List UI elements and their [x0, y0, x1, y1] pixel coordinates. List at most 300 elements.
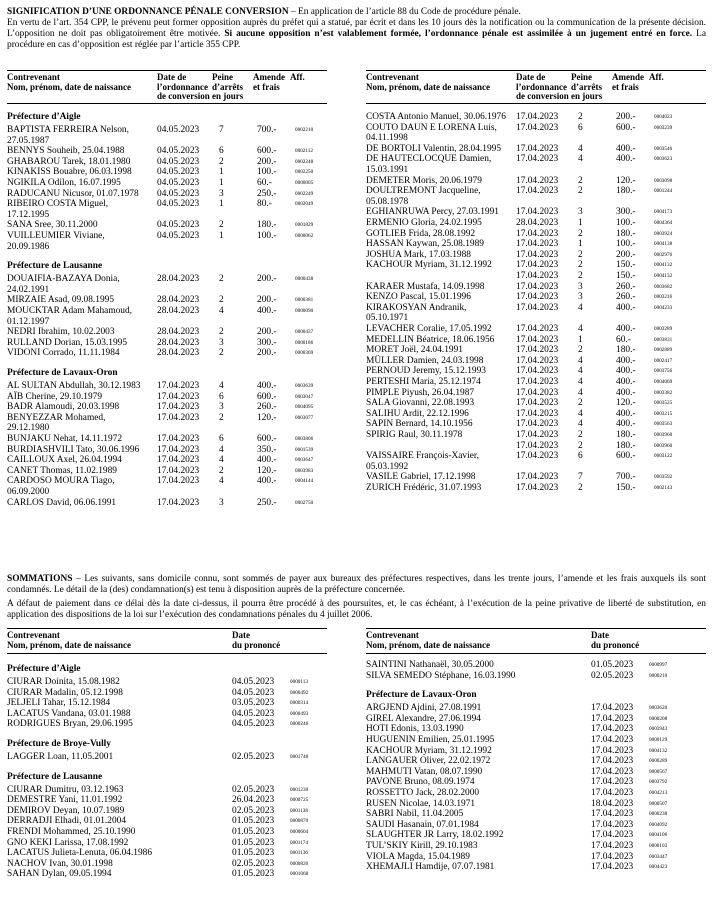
section1-para-c: La procédure en cas d’opposition est réglée par l’article 355 CPP.: [7, 29, 706, 50]
date-prononce: 02.05.2023: [232, 752, 275, 762]
affaire-number: 0000289: [649, 758, 668, 765]
contrevenant-name: BAPTISTA FERREIRA Nelson, 27.05.1987: [7, 125, 129, 146]
peine-jours: 6: [578, 451, 583, 462]
date-conversion: 17.04.2023: [516, 377, 559, 387]
section1-paragraph: [7, 18, 706, 51]
peine-jours: 2: [219, 348, 224, 359]
contrevenant-name: RUSEN Nicolae, 14.03.1971: [366, 798, 476, 809]
amende-frais: 100.-: [616, 239, 636, 250]
peine-jours: 2: [578, 271, 583, 281]
date-conversion: 17.04.2023: [157, 455, 200, 466]
contrevenant-name: RIBEIRO COSTA Miguel, 17.12.1995: [7, 199, 109, 220]
affaire-number: 0003960: [654, 442, 673, 449]
peine-jours: 7: [219, 125, 224, 135]
contrevenant-name: LACATUS Julieta-Lenuta, 06.04.1986: [7, 848, 153, 859]
amende-frais: 400.-: [616, 143, 636, 154]
peine-jours: 2: [219, 274, 224, 285]
amende-frais: 350.-: [257, 444, 277, 455]
affaire-number: 0000246: [290, 721, 309, 728]
peine-jours: 2: [578, 430, 583, 440]
affaire-number: 0001748: [290, 754, 309, 760]
affaire-number: 0003525: [654, 400, 673, 407]
contrevenant-name: SALA Giovanni, 22.08.1993: [366, 398, 475, 409]
peine-jours: 4: [578, 408, 583, 419]
prefecture-heading: Préfecture d’Aigle: [7, 664, 81, 674]
header-aff: Aff.: [290, 72, 305, 82]
affaire-number: 0001539: [295, 446, 314, 453]
date-conversion: 17.04.2023: [157, 434, 200, 444]
affaire-number: 0003047: [295, 393, 314, 400]
affaire-number: 0001174: [290, 839, 308, 846]
amende-frais: 150.-: [616, 483, 636, 493]
date-conversion: 17.04.2023: [516, 345, 559, 356]
affaire-number: 0000314: [290, 700, 309, 707]
affaire-number: 0003382: [654, 389, 673, 396]
affaire-number: 0004095: [295, 404, 314, 411]
affaire-number: 0000113: [290, 679, 308, 685]
date-conversion: 17.04.2023: [516, 302, 559, 313]
date-conversion: 17.04.2023: [516, 260, 559, 271]
peine-jours: 7: [578, 472, 583, 483]
amende-frais: 120.-: [616, 398, 636, 409]
affaire-number: 0001068: [290, 871, 309, 878]
affaire-number: 0002248: [295, 158, 314, 165]
date-conversion: 17.04.2023: [516, 398, 559, 409]
peine-jours: 4: [578, 387, 583, 398]
peine-jours: 2: [578, 440, 583, 451]
affaire-number: 0003756: [654, 368, 673, 375]
section1-title-rest: – En application de l’article 88 du Code de procédure pénale.: [288, 7, 521, 17]
contrevenant-name: KACHOUR Myriam, 31.12.1992: [366, 745, 492, 756]
contrevenant-name: MIRZAIE Asad, 09.08.1995: [7, 295, 115, 306]
amende-frais: 60.-: [616, 334, 631, 345]
affaire-number: 0004132: [654, 273, 673, 279]
peine-jours: 2: [578, 260, 583, 271]
affaire-number: 0000725: [290, 797, 309, 804]
prefecture-heading: Préfecture d’Aigle: [7, 112, 81, 122]
prefecture-heading: Préfecture de Lausanne: [7, 771, 103, 782]
peine-jours: 4: [578, 355, 583, 366]
contrevenant-name: XHEMAJLI Hamdije, 07.07.1981: [366, 862, 495, 873]
date-prononce: 04.05.2023: [232, 687, 275, 698]
affaire-number: 0003792: [649, 779, 668, 786]
amende-frais: 300.-: [616, 207, 636, 218]
affaire-number: 0002417: [654, 357, 673, 364]
peine-jours: 6: [219, 434, 224, 444]
amende-frais: 150.-: [616, 271, 636, 281]
contrevenant-name: ZURICH Frédéric, 31.07.1993: [366, 483, 482, 493]
table-header-rule: [7, 103, 327, 104]
affaire-number: 0004364: [654, 220, 673, 226]
affaire-number: 0003943: [649, 726, 668, 733]
date-conversion: 17.04.2023: [516, 419, 559, 430]
peine-jours: 4: [219, 444, 224, 455]
date-prononce: 01.05.2023: [232, 837, 275, 848]
date-prononce: 17.04.2023: [591, 745, 634, 756]
amende-frais: 180.-: [616, 430, 636, 440]
contrevenant-name: SLAUGHTER JR Larry, 18.02.1992: [366, 830, 504, 841]
amende-frais: 180.-: [257, 220, 277, 231]
amende-frais: 700.-: [616, 472, 636, 483]
peine-jours: 3: [578, 281, 583, 292]
amende-frais: 100.-: [616, 218, 636, 228]
affaire-number: 0004144: [295, 478, 314, 485]
contrevenant-name: KENZO Pascal, 15.01.1996: [366, 292, 471, 303]
contrevenant-name: PAVONE Bruno, 08.09.1974: [366, 777, 475, 788]
contrevenant-name: CAILLOUX Axel, 26.04.1994: [7, 455, 122, 466]
amende-frais: 400.-: [616, 419, 636, 430]
table-top-rule: [7, 628, 327, 629]
affaire-number: 0004132: [654, 262, 673, 269]
contrevenant-name: ARGJEND Ajdini, 27.08.1991: [366, 703, 482, 714]
contrevenant-name: PIMPLE Piyush, 26.04.1987: [366, 387, 475, 398]
date-prononce: 17.04.2023: [591, 862, 634, 873]
amende-frais: 120.-: [257, 465, 277, 476]
affaire-number: 0000129: [649, 737, 668, 743]
contrevenant-name: SAHAN Dylan, 09.05.1994: [7, 869, 112, 880]
affaire-number: 0003682: [654, 283, 673, 290]
peine-jours: 2: [578, 228, 583, 239]
header-amende: Amende et frais: [612, 72, 644, 92]
contrevenant-name: KIRAKOSYAN Andranik, 05.10.1971: [366, 302, 467, 324]
amende-frais: 400.-: [616, 324, 636, 334]
table-header-rule: [366, 103, 706, 104]
contrevenant-name: DOULTREMONT Jacqueline, 05.08.1978: [366, 186, 481, 207]
contrevenant-name: CIURAR Doinita, 15.08.1982: [7, 677, 120, 687]
amende-frais: 250.-: [257, 497, 277, 508]
date-conversion: 28.04.2023: [157, 348, 200, 359]
affaire-number: 0000062: [295, 233, 314, 239]
affaire-number: 0004213: [649, 790, 668, 796]
amende-frais: 250.-: [257, 188, 277, 199]
affaire-number: 0002112: [295, 148, 313, 155]
contrevenant-name: GIREL Alexandre, 27.06.1994: [366, 713, 481, 724]
date-conversion: 28.04.2023: [157, 306, 200, 316]
date-prononce: 17.04.2023: [591, 809, 634, 820]
date-conversion: 17.04.2023: [157, 444, 200, 455]
affaire-number: 0003447: [649, 853, 668, 860]
amende-frais: 400.-: [257, 306, 277, 316]
affaire-number: 0001244: [654, 188, 673, 195]
contrevenant-name: COSTA Antonio Manuel, 30.06.1976: [366, 112, 506, 122]
affaire-number: 0003098: [654, 177, 673, 184]
section2-paragraph-2: A défaut de paiement dans ce délai dès la date ci-dessus, il pourra être procédé à des poursuites, et, le cas échéant, à l’exécution de la peine privative de liberté de substitution, en application des dispositions de la loi sur l’exécution des condamnations pénales du 4 juillet 2006.: [7, 599, 706, 620]
table-header-rule: [7, 653, 327, 654]
affaire-number: 0002049: [295, 201, 314, 208]
peine-jours: 2: [578, 175, 583, 186]
affaire-number: 0004106: [649, 832, 668, 839]
contrevenant-name: PERNOUD Jeremy, 15.12.1993: [366, 366, 486, 377]
amende-frais: 700.-: [257, 125, 277, 135]
amende-frais: 60.-: [257, 178, 272, 188]
header-date-prononce: Date du prononcé: [591, 630, 640, 650]
date-conversion: 17.04.2023: [157, 476, 200, 487]
affaire-number: 0003563: [654, 421, 673, 428]
amende-frais: 400.-: [616, 355, 636, 366]
affaire-number: 0000208: [649, 715, 668, 722]
amende-frais: 600.-: [257, 434, 277, 444]
affaire-number: 0000820: [290, 860, 309, 867]
date-prononce: 17.04.2023: [591, 830, 634, 841]
affaire-number: 0004023: [654, 114, 673, 120]
contrevenant-name: HUGUENIN Emilien, 25.01.1995: [366, 735, 495, 745]
peine-jours: 6: [578, 122, 583, 133]
peine-jours: 2: [219, 220, 224, 231]
date-conversion: 17.04.2023: [516, 271, 559, 281]
affaire-number: 0003647: [295, 457, 314, 464]
date-conversion: 17.04.2023: [516, 207, 559, 218]
peine-jours: 4: [578, 143, 583, 154]
affaire-number: 0003831: [654, 336, 673, 343]
contrevenant-name: NEDRI Ibrahim, 10.02.2003: [7, 327, 115, 338]
amende-frais: 600.-: [616, 122, 636, 133]
affaire-number: 0003215: [654, 410, 673, 417]
contrevenant-name: CARDOSO MOURA Tiago, 06.09.2000: [7, 476, 115, 497]
date-prononce: 17.04.2023: [591, 756, 634, 767]
contrevenant-name: SILVA SEMEDO Stéphane, 16.03.1990: [366, 670, 516, 681]
date-prononce: 17.04.2023: [591, 724, 634, 735]
date-prononce: 01.05.2023: [232, 827, 275, 837]
prefecture-heading: Préfecture de Lavaux-Oron: [366, 690, 477, 701]
peine-jours: 3: [578, 292, 583, 303]
affaire-number: 0003216: [654, 294, 673, 301]
date-conversion: 17.04.2023: [516, 175, 559, 186]
section2-title-rest: – Les suivants, sans domicile connu, sont sommés de payer aux bureaux des préfectures respectives, dans les trente jours, l’amende et les frais auxquels ils sont condamnés. Le détail de la (des) condamnation(s) est tenu à disposition auprès de la préfecture concernée.: [7, 574, 706, 595]
affaire-number: 0000604: [290, 829, 309, 835]
affaire-number: 0000369: [295, 350, 314, 357]
date-prononce: 26.04.2023: [232, 795, 275, 806]
section1-intro: [7, 7, 706, 18]
amende-frais: 200.-: [257, 295, 277, 306]
date-conversion: 17.04.2023: [516, 186, 559, 197]
contrevenant-name: NACHOV Ivan, 30.01.1998: [7, 858, 113, 869]
contrevenant-name: DEMETER Moris, 20.06.1979: [366, 175, 482, 186]
date-conversion: 28.04.2023: [157, 295, 200, 306]
date-conversion: 04.05.2023: [157, 156, 200, 167]
affaire-number: 0002143: [654, 485, 673, 491]
date-conversion: 17.04.2023: [516, 483, 559, 493]
contrevenant-name: VASILE Gabriel, 17.12.1998: [366, 472, 476, 483]
peine-jours: 4: [219, 381, 224, 391]
header-amende: Amende et frais: [253, 72, 285, 92]
amende-frais: 600.-: [257, 391, 277, 402]
header-aff: Aff.: [649, 72, 664, 82]
affaire-number: 0003623: [654, 156, 673, 163]
section2-title: SOMMATIONS: [7, 574, 73, 584]
amende-frais: 260.-: [616, 292, 636, 303]
date-conversion: 17.04.2023: [157, 402, 200, 413]
amende-frais: 80.-: [257, 199, 272, 210]
date-conversion: 17.04.2023: [516, 112, 559, 122]
contrevenant-name: DEMESTRE Yani, 11.01.1992: [7, 795, 123, 806]
amende-frais: 400.-: [257, 476, 277, 487]
date-conversion: 17.04.2023: [516, 355, 559, 366]
date-prononce: 02.05.2023: [232, 805, 275, 816]
affaire-number: 0002210: [295, 127, 314, 133]
contrevenant-name: FRENDI Mohammed, 25.10.1990: [7, 827, 136, 837]
affaire-number: 0004092: [649, 821, 668, 828]
amende-frais: 120.-: [257, 412, 277, 423]
contrevenant-name: KINAKISS Bouabre, 06.03.1998: [7, 167, 132, 178]
prefecture-heading: Préfecture de Broye-Vully: [7, 739, 111, 749]
contrevenant-name: KACHOUR Myriam, 31.12.1992: [366, 260, 492, 271]
peine-jours: 2: [578, 186, 583, 197]
date-conversion: 28.04.2023: [157, 327, 200, 338]
contrevenant-name: NGIKILA Odilon, 16.07.1995: [7, 178, 121, 188]
peine-jours: 2: [219, 412, 224, 423]
peine-jours: 3: [219, 497, 224, 508]
date-prononce: 17.04.2023: [591, 788, 634, 798]
affaire-number: 0000005: [295, 180, 314, 186]
contrevenant-name: HASSAN Kaywan, 25.08.1989: [366, 239, 484, 250]
peine-jours: 2: [578, 249, 583, 260]
contrevenant-name: ERMENIO Gloria, 24.02.1995: [366, 218, 482, 228]
date-prononce: 04.05.2023: [232, 677, 275, 687]
peine-jours: 4: [578, 366, 583, 377]
header-date-prononce: Date du prononcé: [232, 630, 281, 650]
header-date-conversion: Date de l’ordonnance de conversion: [516, 72, 569, 101]
contrevenant-name: VIDONI Corrado, 11.11.1984: [7, 348, 120, 359]
contrevenant-name: DOUAIFIA-BAZAYA Donia, 24.02.1991: [7, 274, 120, 295]
affaire-number: 0000493: [290, 710, 309, 717]
date-conversion: 17.04.2023: [516, 334, 559, 345]
date-prononce: 03.05.2023: [232, 698, 275, 709]
contrevenant-name: HOTI Edonis, 13.03.1990: [366, 724, 464, 735]
affaire-number: 0004132: [649, 747, 668, 754]
amende-frais: 400.-: [616, 366, 636, 377]
peine-jours: 4: [578, 377, 583, 387]
affaire-number: 0004069: [654, 379, 673, 385]
date-conversion: 28.04.2023: [157, 337, 200, 348]
peine-jours: 1: [219, 199, 224, 210]
date-prononce: 04.05.2023: [232, 708, 275, 719]
amende-frais: 400.-: [616, 377, 636, 387]
date-conversion: 17.04.2023: [516, 472, 559, 483]
contrevenant-name: JELJELI Tahar, 15.12.1984: [7, 698, 111, 709]
peine-jours: 1: [219, 231, 224, 241]
peine-jours: 4: [219, 476, 224, 487]
peine-jours: 1: [578, 239, 583, 250]
date-prononce: 18.04.2023: [591, 798, 634, 809]
contrevenant-name: LAGGER Loan, 11.05.2001: [7, 752, 114, 762]
contrevenant-name: RADUCANU Nicusor, 01.07.1978: [7, 188, 139, 199]
page: [7, 7, 706, 51]
contrevenant-name: BENNYS Souheib, 25.04.1988: [7, 146, 125, 157]
contrevenant-name: JOSHUA Mark, 17.03.1988: [366, 249, 471, 260]
header-peine: Peine d’arrêts en jours: [212, 72, 244, 101]
date-conversion: 04.05.2023: [157, 188, 200, 199]
amende-frais: 200.-: [257, 274, 277, 285]
date-conversion: 17.04.2023: [516, 249, 559, 260]
date-conversion: 04.05.2023: [157, 199, 200, 210]
peine-jours: 2: [219, 295, 224, 306]
date-prononce: 01.05.2023: [232, 848, 275, 859]
amende-frais: 180.-: [616, 186, 636, 197]
contrevenant-name: VUILLEUMIER Viviane, 20.09.1986: [7, 231, 105, 252]
affaire-number: 0003289: [654, 326, 673, 332]
header-contrevenant: Contrevenant Nom, prénom, date de naissance: [366, 72, 490, 92]
amende-frais: 200.-: [616, 249, 636, 260]
date-conversion: 17.04.2023: [516, 143, 559, 154]
contrevenant-name: BENYEZZAR Mohamed, 29.12.1980: [7, 412, 106, 434]
affaire-number: 0003592: [654, 474, 673, 481]
date-conversion: 17.04.2023: [516, 292, 559, 303]
peine-jours: 4: [578, 302, 583, 313]
contrevenant-name: MOUCKTAR Adam Mahamoud, 01.12.1997: [7, 306, 133, 327]
contrevenant-name: AÏB Cherine, 29.10.1979: [7, 391, 103, 402]
amende-frais: 400.-: [616, 154, 636, 165]
contrevenant-name: PERTESHI Maria, 25.12.1974: [366, 377, 481, 387]
contrevenant-name: GNO KEKI Larissa, 17.08.1992: [7, 837, 129, 848]
peine-jours: 4: [219, 455, 224, 466]
date-conversion: 17.04.2023: [157, 497, 200, 508]
date-prononce: 17.04.2023: [591, 735, 634, 745]
peine-jours: 1: [578, 218, 583, 228]
affaire-number: 0003546: [654, 145, 673, 152]
affaire-number: 0004173: [654, 209, 673, 216]
date-conversion: 04.05.2023: [157, 125, 200, 135]
amende-frais: 200.-: [616, 112, 636, 122]
peine-jours: 2: [578, 398, 583, 409]
affaire-number: 0001230: [290, 786, 309, 793]
table-top-rule: [366, 628, 706, 629]
contrevenant-name: COUTO DAUN E LORENA Luís, 04.11.1998: [366, 122, 497, 144]
affaire-number: 0002750: [295, 499, 314, 506]
amende-frais: 200.-: [257, 156, 277, 167]
affaire-number: 0002889: [654, 347, 673, 354]
contrevenant-name: SAINTINI Nathanaël, 30.05.2000: [366, 660, 494, 670]
amende-frais: 400.-: [616, 408, 636, 419]
affaire-number: 0000492: [290, 689, 309, 696]
contrevenant-name: SAUDI Hasanain, 07.01.1984: [366, 819, 479, 830]
affaire-number: 0000567: [649, 768, 668, 775]
table-top-rule: [7, 70, 327, 71]
contrevenant-name: VIOLA Magda, 15.04.1989: [366, 851, 470, 862]
peine-jours: 2: [578, 483, 583, 493]
contrevenant-name: LEVACHER Coralie, 17.05.1992: [366, 324, 492, 334]
date-conversion: 17.04.2023: [516, 387, 559, 398]
contrevenant-name: BURDIASHVILI Tato, 30.06.1996: [7, 444, 140, 455]
peine-jours: 3: [219, 188, 224, 199]
section2-paragraph-1: [7, 574, 706, 596]
prefecture-heading: Préfecture de Lavaux-Oron: [7, 368, 118, 378]
affaire-number: 0000870: [290, 818, 309, 825]
amende-frais: 400.-: [257, 455, 277, 466]
contrevenant-name: KARAER Mustafa, 14.09.1998: [366, 281, 485, 292]
date-conversion: 17.04.2023: [516, 366, 559, 377]
contrevenant-name: BADR Alamoudi, 20.03.1998: [7, 402, 120, 413]
peine-jours: 3: [219, 337, 224, 348]
date-conversion: 28.04.2023: [157, 274, 200, 285]
peine-jours: 3: [219, 402, 224, 413]
amende-frais: 400.-: [616, 387, 636, 398]
affaire-number: 0004138: [654, 241, 673, 248]
contrevenant-name: ROSSETTO Jack, 28.02.2000: [366, 788, 480, 798]
contrevenant-name: LACATUS Vandana, 03.01.1988: [7, 708, 131, 719]
amende-frais: 600.-: [257, 146, 277, 157]
contrevenant-name: SANA Sree, 30.11.2000: [7, 220, 98, 231]
peine-jours: 2: [219, 465, 224, 476]
table-top-rule: [366, 70, 706, 71]
contrevenant-name: BUNJAKU Nehat, 14.11.1972: [7, 434, 123, 444]
peine-jours: 4: [219, 306, 224, 316]
affaire-number: 0000507: [649, 800, 668, 807]
contrevenant-name: LANGAUER Oliver, 22.02.1972: [366, 756, 491, 767]
contrevenant-name: MEDELLIN Béatrice, 18.06.1956: [366, 334, 495, 345]
contrevenant-name: CANET Thomas, 11.02.1989: [7, 465, 117, 476]
contrevenant-name: CARLOS David, 06.06.1991: [7, 497, 117, 508]
date-conversion: 17.04.2023: [516, 281, 559, 292]
